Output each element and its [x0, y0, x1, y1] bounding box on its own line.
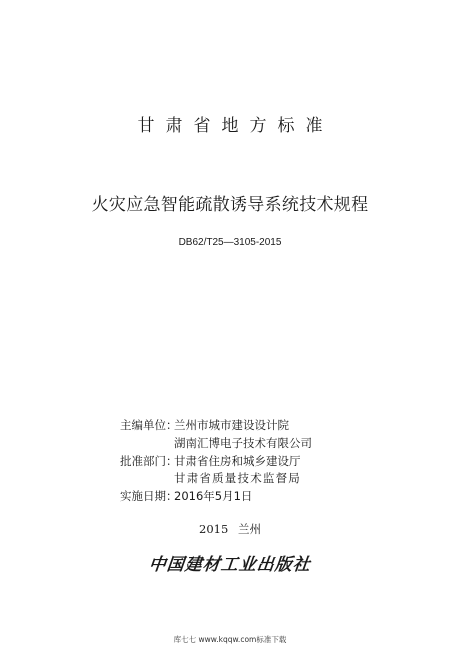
editor-row	[120, 417, 312, 435]
publication-year: 2015	[199, 522, 229, 536]
publication-place	[0, 521, 460, 537]
editor-name-1: 兰州市城市建设设计院	[174, 418, 289, 432]
effective-date: 2016年5月1日	[174, 489, 253, 504]
publication-city: 兰州	[237, 522, 261, 536]
editor-label: 主编单位：	[120, 418, 178, 432]
approver-name-2: 甘肃省质量技术监督局	[174, 471, 301, 486]
approver-name-1: 甘肃省住房和城乡建设厅	[174, 453, 301, 468]
publisher-logo-text: 中国建材工业出版社	[147, 555, 312, 575]
editor-row-2	[120, 435, 312, 453]
document-number: DB62/T25—3105-2015	[178, 237, 282, 248]
editor-name-2: 湖南汇博电子技术有限公司	[174, 435, 312, 450]
approver-row	[120, 453, 312, 471]
standard-type-heading: 甘肃省地方标准	[137, 116, 334, 136]
approver-row-2	[120, 470, 312, 488]
document-title: 火灾应急智能疏散诱导系统技术规程	[91, 195, 369, 215]
document-info-block	[120, 417, 312, 506]
date-label: 实施日期：	[120, 489, 178, 504]
footer-watermark: 库七七 www.kqqw.com标准下载	[173, 635, 287, 644]
date-row	[120, 488, 312, 506]
approver-label: 批准部门：	[120, 453, 178, 468]
